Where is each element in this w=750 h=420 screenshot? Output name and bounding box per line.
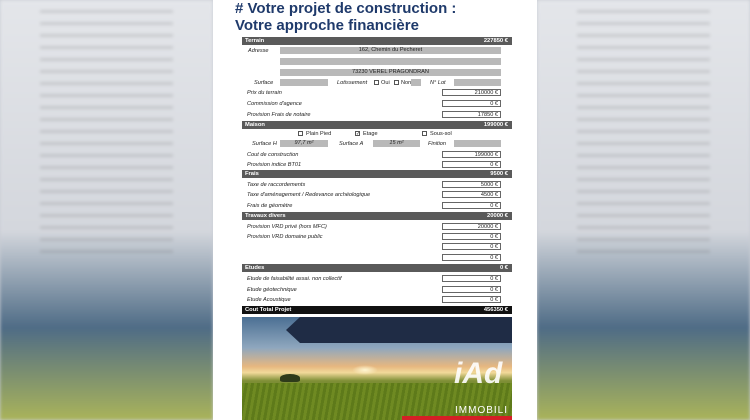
bt01-value: 0 € <box>442 161 501 168</box>
faisabilite-value: 0 € <box>442 275 501 282</box>
lotissement-value <box>411 79 421 86</box>
raccordements-value: 5000 € <box>442 181 501 188</box>
sunset-glow <box>352 365 378 375</box>
section-travaux <box>242 212 512 220</box>
prix-terrain-label: Prix du terrain <box>247 90 282 96</box>
surface-a-label: Surface A <box>339 141 364 147</box>
surface-value <box>280 79 328 86</box>
section-travaux-title: Travaux divers <box>245 213 286 219</box>
section-etudes <box>242 264 512 272</box>
cout-construction-value: 199000 € <box>442 151 501 158</box>
section-travaux-total: 20000 € <box>487 213 508 219</box>
vrd-public-value: 0 € <box>442 233 501 240</box>
adresse-line-2 <box>280 58 501 65</box>
page-heading <box>235 0 456 34</box>
oui-label: Oui <box>381 80 390 86</box>
section-terrain-title: Terrain <box>245 38 265 44</box>
section-frais <box>242 170 512 178</box>
nlot-value <box>454 79 501 86</box>
finition-value <box>454 140 501 147</box>
document-page <box>213 0 537 420</box>
section-maison-total: 199000 € <box>483 122 508 128</box>
non-label: Non <box>401 80 412 86</box>
section-etudes-total: 0 € <box>499 265 508 271</box>
blurred-background-left <box>0 0 213 420</box>
sous-sol-label: Sous-sol <box>430 131 452 137</box>
total-projet-value: 456350 € <box>483 307 508 313</box>
heading-line-1: # Votre projet de construction : <box>235 0 457 17</box>
blurred-background-right <box>537 0 750 420</box>
vrd-public-label: Provision VRD domaine public <box>247 234 323 240</box>
total-projet-row <box>242 306 512 314</box>
section-maison <box>242 121 512 129</box>
section-etudes-title: Etudes <box>245 265 265 271</box>
commission-label: Commission d'agence <box>247 101 302 107</box>
heading-line-2: Votre approche financière <box>235 17 419 34</box>
nlot-label: N° Lot <box>430 80 446 86</box>
geotechnique-value: 0 € <box>442 286 501 293</box>
frais-notaire-value: 17850 € <box>442 111 501 118</box>
geometre-label: Frais de géomètre <box>247 203 293 209</box>
adresse-label: Adresse <box>248 48 269 54</box>
faisabilite-label: Etude de faisabilité assai. non collectif <box>247 276 342 282</box>
sous-sol-checkbox[interactable] <box>422 131 427 136</box>
geometre-value: 0 € <box>442 202 501 209</box>
plain-pied-label: Plain Pied <box>306 131 332 137</box>
plain-pied-checkbox[interactable] <box>298 131 303 136</box>
travaux-extra-1-value: 0 € <box>442 243 501 250</box>
surface-a-value: 15 m² <box>373 140 420 147</box>
brand-logo: iAd <box>454 357 503 390</box>
amenagement-value: 4500 € <box>442 191 501 198</box>
acoustique-value: 0 € <box>442 296 501 303</box>
etage-label: Etage <box>363 131 378 137</box>
oui-checkbox[interactable] <box>374 80 379 85</box>
vrd-prive-value: 20000 € <box>442 223 501 230</box>
banner-ribbon <box>300 317 512 343</box>
brand-subtitle: IMMOBILI <box>455 405 509 416</box>
lotissement-label: Lotissement <box>337 80 368 86</box>
landscape-banner <box>242 317 512 420</box>
vrd-prive-label: Provision VRD privé (hors MFC) <box>247 224 327 230</box>
adresse-value: 162, Chemin du Pecheret <box>280 47 501 54</box>
surface-label: Surface <box>254 80 274 86</box>
section-frais-total: 9500 € <box>490 171 508 177</box>
surface-h-label: Surface H <box>252 141 277 147</box>
section-maison-title: Maison <box>245 122 265 128</box>
section-terrain-total: 227850 € <box>483 38 508 44</box>
cout-construction-label: Cout de construction <box>247 152 299 158</box>
brand-accent-bar <box>402 416 512 420</box>
finition-label: Finition <box>428 141 447 147</box>
ville-value: 73230 VEREL PRAGONDRAN <box>280 69 501 76</box>
bt01-label: Provision indice BT01 <box>247 162 302 168</box>
non-checkbox[interactable] <box>394 80 399 85</box>
amenagement-label: Taxe d'aménagement / Redevance archéologique <box>247 192 371 198</box>
banner-ribbon-tip <box>286 317 300 343</box>
geotechnique-label: Etude géotechnique <box>247 287 297 293</box>
section-frais-title: Frais <box>245 171 259 177</box>
acoustique-label: Etude Acoustique <box>247 297 291 303</box>
frais-notaire-label: Provision Frais de notaire <box>247 112 311 118</box>
total-projet-label: Cout Total Projet <box>245 307 292 313</box>
travaux-extra-2-value: 0 € <box>442 254 501 261</box>
surface-h-value: 97,7 m² <box>280 140 328 147</box>
tree-silhouette <box>280 374 300 382</box>
etage-checkbox[interactable]: ✓ <box>356 131 361 137</box>
commission-value: 0 € <box>442 100 501 107</box>
section-terrain <box>242 37 512 45</box>
prix-terrain-value: 210000 € <box>442 89 501 96</box>
raccordements-label: Taxe de raccordements <box>247 182 306 188</box>
